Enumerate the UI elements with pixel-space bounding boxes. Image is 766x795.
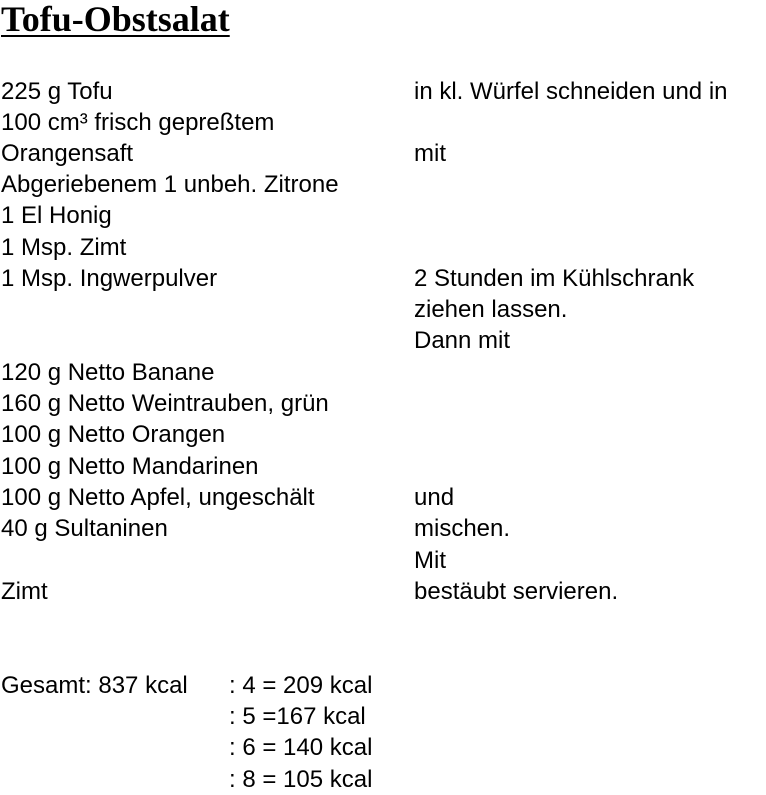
recipe-row [0,482,766,513]
total-kcal: Gesamt: 837 kcal [1,672,188,699]
nutrition-row [0,670,766,701]
recipe-row [0,325,766,356]
portion-kcal: : 8 = 105 kcal [229,766,373,793]
ingredient-text: 160 g Netto Weintrauben, grün [1,390,329,417]
recipe-row [0,357,766,388]
recipe-row [0,294,766,325]
recipe-row [0,388,766,419]
recipe-row [0,169,766,200]
recipe-title: Tofu-Obstsalat [1,0,230,39]
ingredient-text: Zimt [1,578,48,605]
instruction-text: Mit [414,547,446,574]
ingredient-text: 100 g Netto Mandarinen [1,453,259,480]
ingredient-text: 120 g Netto Banane [1,359,215,386]
ingredient-text: Abgeriebenem 1 unbeh. Zitrone [1,171,339,198]
nutrition-row [0,764,766,795]
recipe-row [0,545,766,576]
recipe-row [0,451,766,482]
instruction-text: und [414,484,455,511]
ingredient-text: 100 g Netto Orangen [1,421,226,448]
ingredient-text: 40 g Sultaninen [1,515,168,542]
instruction-text: bestäubt servieren. [414,578,619,605]
instruction-text: 2 Stunden im Kühlschrank [414,265,695,292]
ingredient-text: 1 Msp. Zimt [1,234,127,261]
ingredient-text: 1 Msp. Ingwerpulver [1,265,218,292]
recipe-row [0,419,766,450]
instruction-text: in kl. Würfel schneiden und in [414,78,728,105]
ingredient-text: 100 g Netto Apfel, ungeschält [1,484,315,511]
ingredient-text: 225 g Tofu [1,78,113,105]
recipe-row [0,76,766,107]
instruction-text: ziehen lassen. [414,296,568,323]
ingredient-text: 100 cm³ frisch gepreßtem [1,109,275,136]
recipe-row [0,232,766,263]
ingredient-text: Orangensaft [1,140,134,167]
nutrition-row [0,732,766,763]
instruction-text: mischen. [414,515,511,542]
instruction-text: Dann mit [414,327,511,354]
recipe-row [0,107,766,138]
portion-kcal: : 6 = 140 kcal [229,734,373,761]
instruction-text: mit [414,140,446,167]
recipe-row [0,138,766,169]
recipe-row [0,263,766,294]
recipe-row [0,200,766,231]
portion-kcal: : 4 = 209 kcal [229,672,373,699]
recipe-row [0,576,766,607]
portion-kcal: : 5 =167 kcal [229,703,366,730]
ingredient-text: 1 El Honig [1,202,112,229]
nutrition-row [0,701,766,732]
recipe-row [0,513,766,544]
